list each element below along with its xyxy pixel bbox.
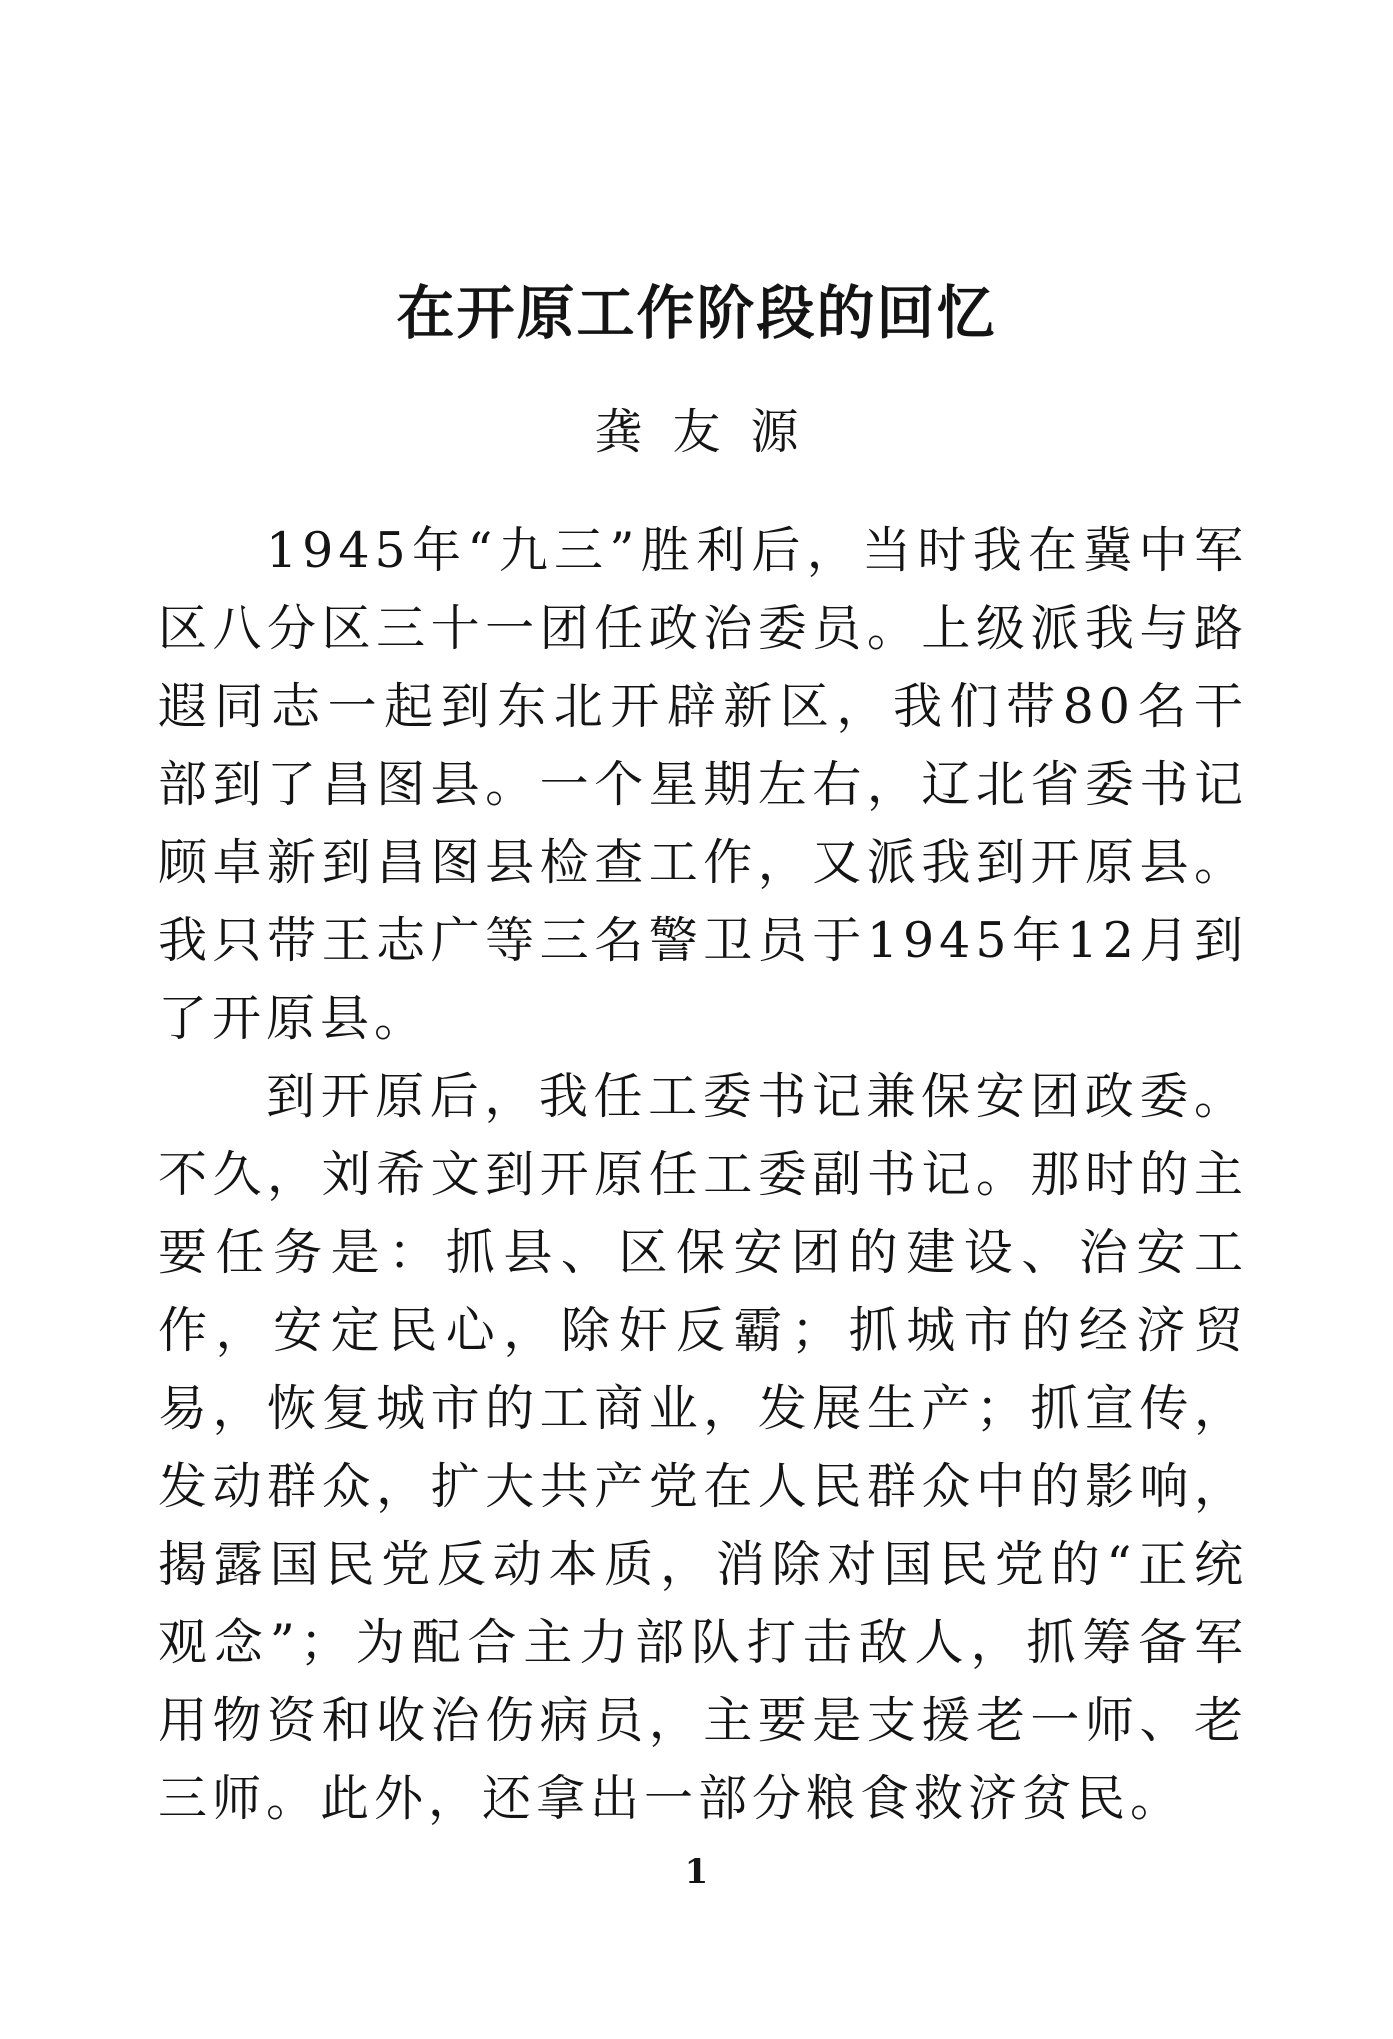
article-body [158, 512, 1248, 1838]
article-title: 在开原工作阶段的回忆 [396, 279, 997, 347]
page-number: 1 [684, 1852, 709, 1892]
article-author: 龚友源 [594, 404, 829, 460]
paragraph-2: 到开原后，我任工委书记兼保安团政委。不久，刘希文到开原任工委副书记。那时的主要任务是：抓县、区保安团的建设、治安工作，安定民心，除奸反霸；抓城市的经济贸易，恢复城市的工商业，发展生产；抓宣传，发动群众，扩大共产党在人民群众中的影响，揭露国民党反动本质，消除对国民党的“正统观念”；为配合主力部队打击敌人，抓筹备军用物资和收治伤病员，主要是支援老一师、老三师。此外，还拿出一部分粮食救济贫民。 [158, 1068, 1248, 1827]
paragraph-1: 1945年“九三”胜利后，当时我在冀中军区八分区三十一团任政治委员。上级派我与路遐同志一起到东北开辟新区，我们带80名干部到了昌图县。一个星期左右，辽北省委书记顾卓新到昌图县检查工作，又派我到开原县。我只带王志广等三名警卫员于1945年12月到了开原县。 [158, 522, 1248, 1047]
